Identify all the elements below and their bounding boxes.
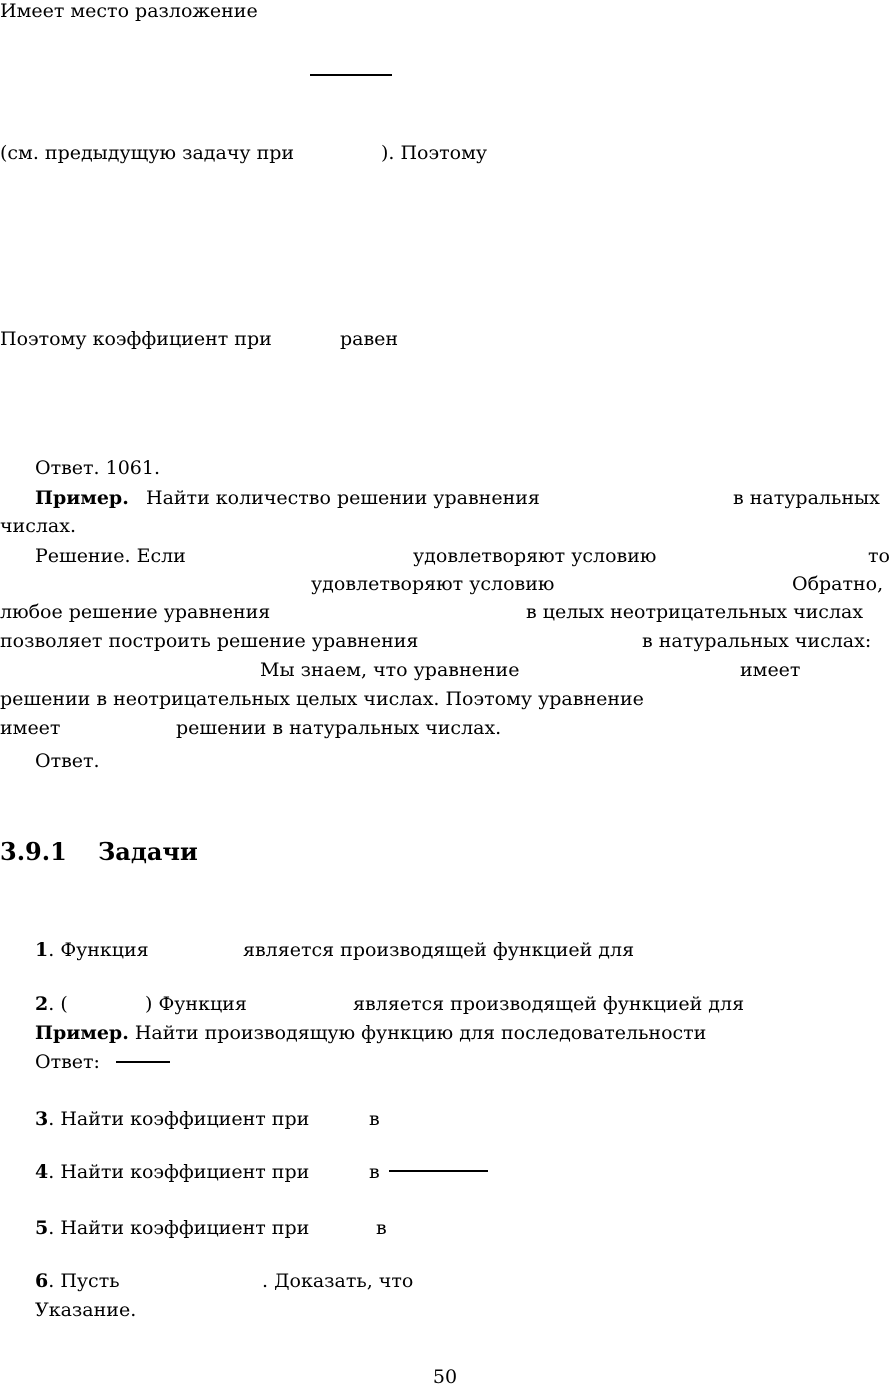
intro-line: Имеет место разложение xyxy=(0,0,258,22)
task-2-text: ) Функция xyxy=(145,993,247,1015)
task-3-text: . Найти коэффициент при xyxy=(48,1108,310,1130)
task-5-in: в xyxy=(376,1217,387,1239)
task-4-number: 4 xyxy=(35,1161,49,1183)
task-5-number: 5 xyxy=(35,1217,49,1239)
example-label: Пример. xyxy=(35,487,129,509)
task-example-answer: Ответ: xyxy=(35,1051,100,1073)
solution-line-2a: удовлетворяют условию xyxy=(311,573,555,595)
fraction-bar xyxy=(389,1170,488,1172)
section-title: Задачи xyxy=(98,837,198,866)
example-text: Найти количество решении уравнения xyxy=(146,487,540,509)
task-1-text-end: является производящей функцией для xyxy=(243,939,635,961)
solution-line-4a: позволяет построить решение уравнения xyxy=(0,630,419,652)
task-4 xyxy=(35,1161,309,1183)
task-3-number: 3 xyxy=(35,1108,49,1130)
page-number: 50 xyxy=(432,1366,458,1388)
task-6 xyxy=(35,1270,120,1292)
task-3-in: в xyxy=(369,1108,380,1130)
therefore-text: ). Поэтому xyxy=(381,142,488,164)
solution-line-6: решении в неотрицательных целых числах. Поэтому уравнение xyxy=(0,688,644,710)
solution-line-4b: в натуральных числах: xyxy=(642,630,872,652)
equals-text: равен xyxy=(340,328,399,350)
task-2-text-end: является производящей функцией для xyxy=(353,993,745,1015)
solution-line-1b: удовлетворяют условию xyxy=(413,545,657,567)
task-2-paren: . ( xyxy=(48,993,68,1015)
solution-line-7b: решении в натуральных числах. xyxy=(176,717,502,739)
task-1 xyxy=(35,939,149,961)
solution-line-2b: Обратно, xyxy=(792,573,884,595)
task-1-text: . Функция xyxy=(48,939,149,961)
fraction-bar xyxy=(310,74,392,76)
solution-line-1a: Решение. Если xyxy=(35,545,186,567)
task-example-text: Найти производящую функцию для последовательности xyxy=(134,1022,707,1044)
see-previous-text: (см. предыдущую задачу при xyxy=(0,142,295,164)
fraction-bar xyxy=(116,1061,170,1063)
task-5-text: . Найти коэффициент при xyxy=(48,1217,310,1239)
task-3 xyxy=(35,1108,309,1130)
example-text-cont: числах. xyxy=(0,515,77,537)
hint-label: Указание. xyxy=(35,1299,137,1321)
task-example xyxy=(35,1022,706,1044)
solution-line-5a: Мы знаем, что уравнение xyxy=(260,659,520,681)
example-text-end: в натуральных xyxy=(733,487,880,509)
task-6-text: . Пусть xyxy=(48,1270,120,1292)
task-2-number: 2 xyxy=(35,993,49,1015)
coefficient-text: Поэтому коэффициент при xyxy=(0,328,272,350)
answer-1061: Ответ. 1061. xyxy=(35,457,161,479)
task-6-text-end: . Доказать, что xyxy=(262,1270,414,1292)
solution-line-3b: в целых неотрицательных числах xyxy=(526,601,864,623)
solution-line-5b: имеет xyxy=(740,659,801,681)
solution-line-3a: любое решение уравнения xyxy=(0,601,271,623)
task-4-in: в xyxy=(369,1161,380,1183)
section-number: 3.9.1 xyxy=(0,837,67,866)
solution-line-7a: имеет xyxy=(0,717,61,739)
solution-answer: Ответ. xyxy=(35,750,100,772)
task-2 xyxy=(35,993,68,1015)
task-5 xyxy=(35,1217,309,1239)
task-example-label: Пример. xyxy=(35,1022,129,1044)
solution-line-1c: то xyxy=(868,545,890,567)
task-6-number: 6 xyxy=(35,1270,49,1292)
task-4-text: . Найти коэффициент при xyxy=(48,1161,310,1183)
task-1-number: 1 xyxy=(35,939,49,961)
